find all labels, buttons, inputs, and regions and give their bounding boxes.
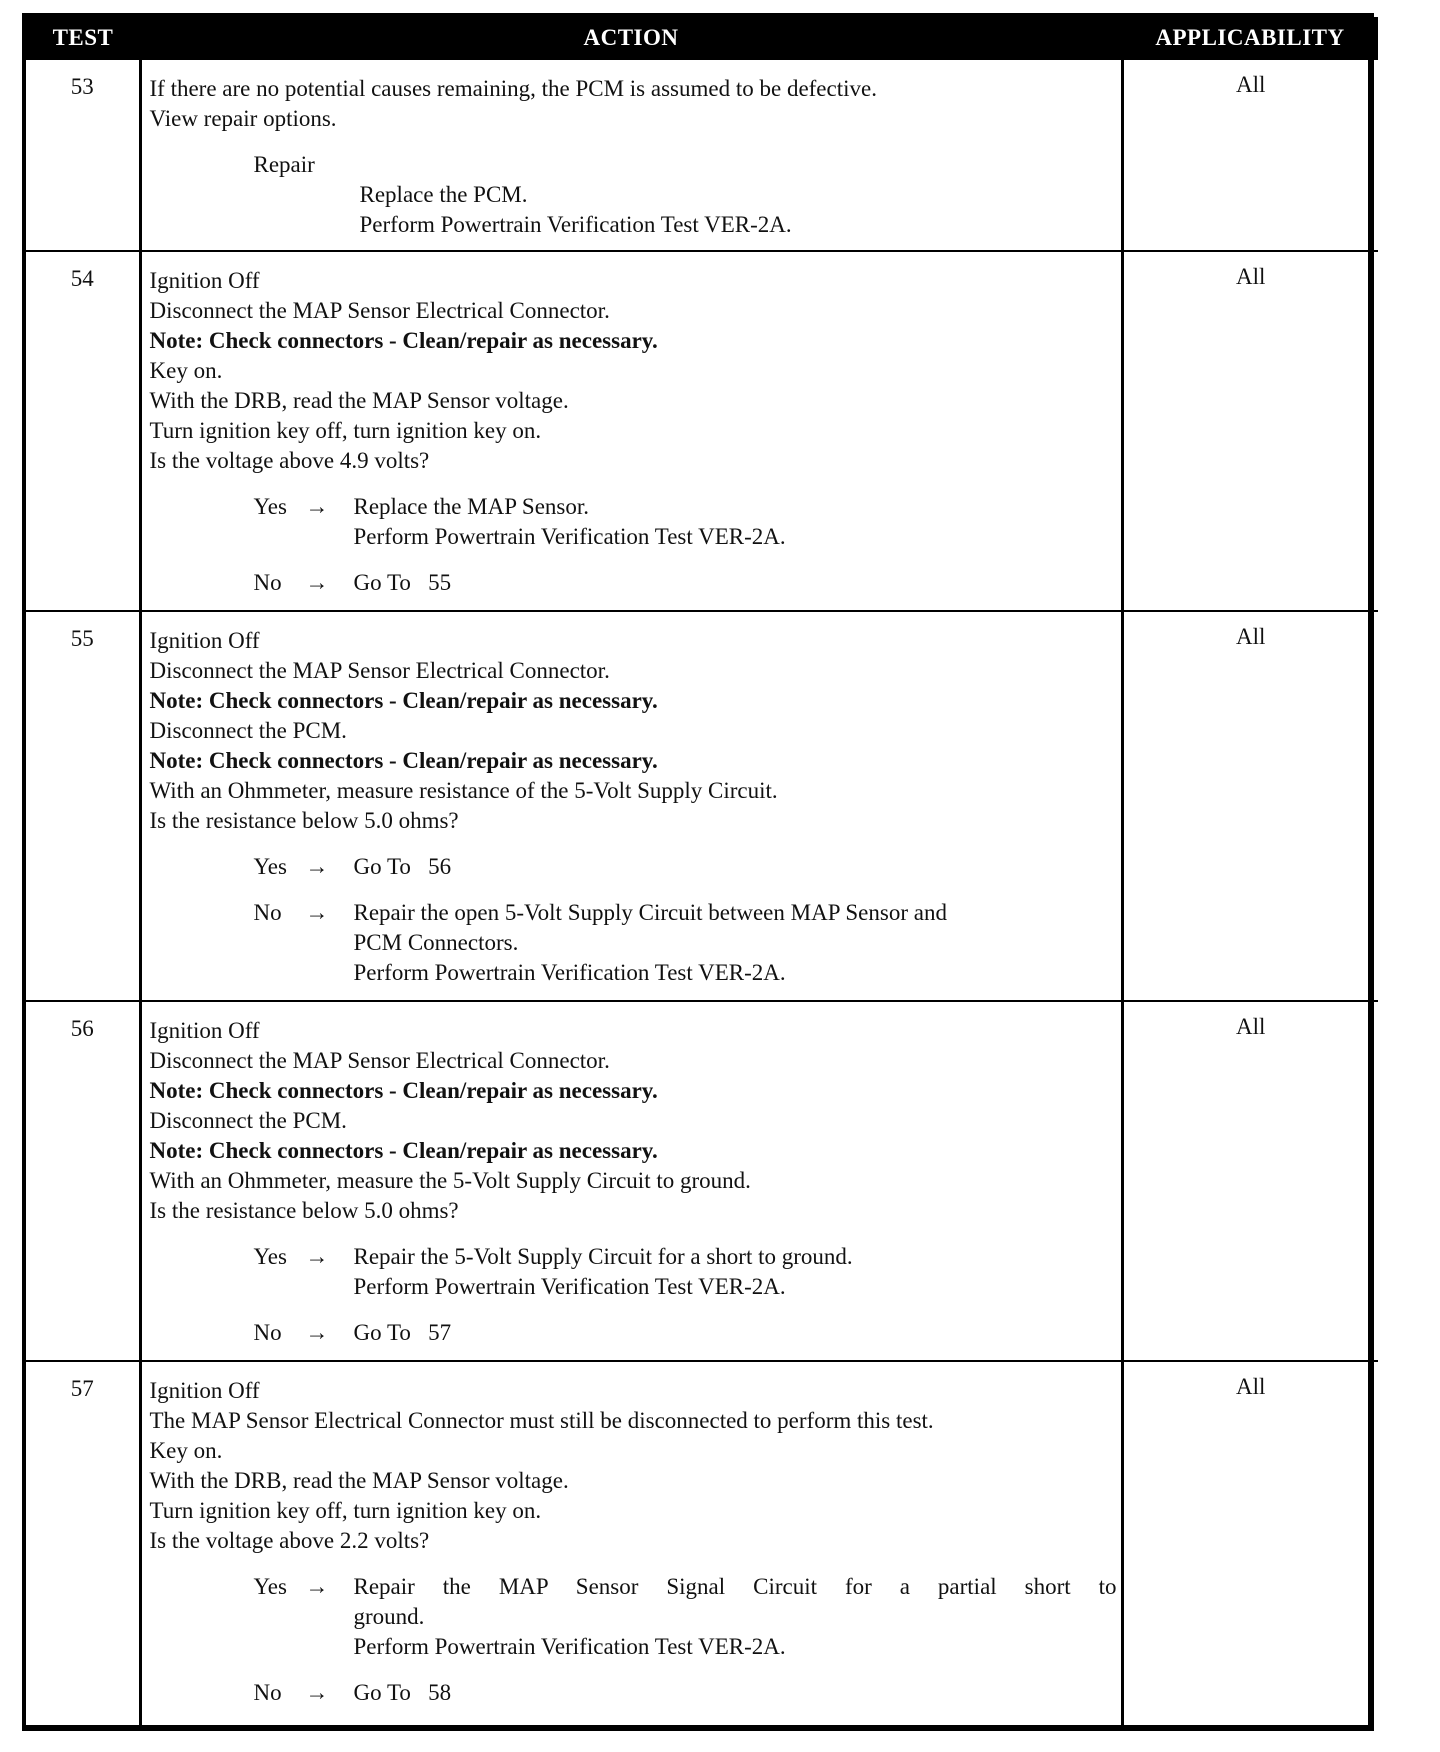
test-number: 55 bbox=[26, 611, 140, 1001]
no-result bbox=[354, 568, 1121, 598]
applicability-value: All bbox=[1122, 611, 1378, 1001]
yes-label: Yes bbox=[253, 1574, 287, 1599]
result-line: Perform Powertrain Verification Test VER-2A. bbox=[353, 960, 786, 985]
action-line: If there are no potential causes remaining, the PCM is assumed to be defective. bbox=[149, 76, 877, 101]
table-header-row bbox=[26, 17, 1378, 59]
action-cell bbox=[140, 611, 1122, 1001]
action-cell bbox=[140, 251, 1122, 611]
action-line: View repair options. bbox=[149, 106, 337, 131]
result-line: PCM Connectors. bbox=[353, 930, 519, 955]
test-number: 53 bbox=[26, 59, 140, 251]
action-line: Ignition Off bbox=[149, 628, 260, 653]
right-arrow-icon: → bbox=[305, 900, 329, 925]
action-line: Key on. bbox=[149, 358, 223, 383]
action-cell bbox=[140, 59, 1122, 251]
yes-result bbox=[354, 1242, 1121, 1302]
no-label: No bbox=[253, 1680, 282, 1705]
no-label: No bbox=[253, 900, 282, 925]
action-line: Disconnect the PCM. bbox=[149, 718, 347, 743]
repair-line: Perform Powertrain Verification Test VER-2A. bbox=[359, 212, 792, 237]
result-line: Repair the MAP Sensor Signal Circuit for a partial short to bbox=[353, 1574, 1117, 1599]
repair-block bbox=[150, 150, 1121, 240]
goto-link: Go To 57 bbox=[353, 1320, 452, 1345]
action-line: With an Ohmmeter, measure resistance of the 5-Volt Supply Circuit. bbox=[149, 778, 778, 803]
result-line: Repair the 5-Volt Supply Circuit for a short to ground. bbox=[353, 1244, 853, 1269]
yes-result bbox=[354, 1572, 1121, 1662]
yes-outcome bbox=[150, 852, 1121, 882]
yes-result bbox=[354, 492, 1121, 552]
applicability-value: All bbox=[1122, 1361, 1378, 1725]
action-line: Ignition Off bbox=[149, 1018, 260, 1043]
right-arrow-icon: → bbox=[305, 854, 329, 879]
action-line: With the DRB, read the MAP Sensor voltage. bbox=[149, 388, 569, 413]
yes-label: Yes bbox=[253, 854, 287, 879]
yes-label: Yes bbox=[253, 1244, 287, 1269]
goto-link: Go To 55 bbox=[353, 570, 452, 595]
table-row bbox=[26, 1001, 1378, 1361]
action-line: Disconnect the MAP Sensor Electrical Connector. bbox=[149, 298, 610, 323]
action-line: Key on. bbox=[149, 1438, 223, 1463]
yes-result bbox=[354, 852, 1121, 882]
applicability-value: All bbox=[1122, 251, 1378, 611]
action-line: The MAP Sensor Electrical Connector must still be disconnected to perform this test. bbox=[149, 1408, 934, 1433]
action-note: Note: Check connectors - Clean/repair as necessary. bbox=[149, 748, 658, 773]
goto-link: Go To 56 bbox=[353, 854, 452, 879]
header-action: ACTION bbox=[583, 24, 679, 50]
result-line: Replace the MAP Sensor. bbox=[353, 494, 590, 519]
applicability-value: All bbox=[1122, 59, 1378, 251]
action-line: Ignition Off bbox=[149, 1378, 260, 1403]
action-line: Disconnect the MAP Sensor Electrical Connector. bbox=[149, 658, 610, 683]
action-line: With an Ohmmeter, measure the 5-Volt Supply Circuit to ground. bbox=[149, 1168, 751, 1193]
right-arrow-icon: → bbox=[305, 570, 329, 595]
action-note: Note: Check connectors - Clean/repair as necessary. bbox=[149, 1138, 658, 1163]
yes-label: Yes bbox=[253, 494, 287, 519]
no-outcome bbox=[150, 1678, 1121, 1708]
result-line: Repair the open 5-Volt Supply Circuit between MAP Sensor and bbox=[353, 900, 947, 925]
result-line: Perform Powertrain Verification Test VER-2A. bbox=[353, 1274, 786, 1299]
result-line: ground. bbox=[353, 1604, 425, 1629]
test-number: 56 bbox=[26, 1001, 140, 1361]
no-result bbox=[354, 1318, 1121, 1348]
test-number: 57 bbox=[26, 1361, 140, 1725]
action-line: Ignition Off bbox=[149, 268, 260, 293]
table-row bbox=[26, 59, 1378, 251]
no-result bbox=[354, 898, 1121, 988]
no-outcome bbox=[150, 1318, 1121, 1348]
table-row bbox=[26, 251, 1378, 611]
diagnostic-test-table bbox=[22, 13, 1374, 1731]
action-line: Is the voltage above 2.2 volts? bbox=[149, 1528, 430, 1553]
yes-outcome bbox=[150, 1242, 1121, 1302]
result-line: Perform Powertrain Verification Test VER-2A. bbox=[353, 1634, 786, 1659]
yes-outcome bbox=[150, 1572, 1121, 1662]
action-cell bbox=[140, 1361, 1122, 1725]
no-label: No bbox=[253, 1320, 282, 1345]
right-arrow-icon: → bbox=[305, 1680, 329, 1705]
action-note: Note: Check connectors - Clean/repair as necessary. bbox=[149, 328, 658, 353]
header-applicability: APPLICABILITY bbox=[1155, 24, 1345, 50]
action-line: Disconnect the PCM. bbox=[149, 1108, 347, 1133]
goto-link: Go To 58 bbox=[353, 1680, 452, 1705]
action-note: Note: Check connectors - Clean/repair as necessary. bbox=[149, 688, 658, 713]
action-line: With the DRB, read the MAP Sensor voltage. bbox=[149, 1468, 569, 1493]
action-line: Is the voltage above 4.9 volts? bbox=[149, 448, 430, 473]
action-line: Is the resistance below 5.0 ohms? bbox=[149, 1198, 459, 1223]
applicability-value: All bbox=[1122, 1001, 1378, 1361]
right-arrow-icon: → bbox=[305, 1574, 329, 1599]
action-line: Disconnect the MAP Sensor Electrical Connector. bbox=[149, 1048, 610, 1073]
action-cell bbox=[140, 1001, 1122, 1361]
header-test: TEST bbox=[52, 24, 114, 50]
right-arrow-icon: → bbox=[305, 1320, 329, 1345]
action-line: Turn ignition key off, turn ignition key on. bbox=[149, 418, 542, 443]
table-row bbox=[26, 1361, 1378, 1725]
right-arrow-icon: → bbox=[305, 1244, 329, 1269]
right-arrow-icon: → bbox=[305, 494, 329, 519]
result-line: Perform Powertrain Verification Test VER-2A. bbox=[353, 524, 786, 549]
repair-line: Replace the PCM. bbox=[359, 182, 528, 207]
repair-label: Repair bbox=[253, 152, 315, 177]
action-line: Turn ignition key off, turn ignition key on. bbox=[149, 1498, 542, 1523]
table-row bbox=[26, 611, 1378, 1001]
action-note: Note: Check connectors - Clean/repair as necessary. bbox=[149, 1078, 658, 1103]
no-outcome bbox=[150, 568, 1121, 598]
test-number: 54 bbox=[26, 251, 140, 611]
test-table bbox=[26, 17, 1378, 1725]
action-line: Is the resistance below 5.0 ohms? bbox=[149, 808, 459, 833]
yes-outcome bbox=[150, 492, 1121, 552]
no-label: No bbox=[253, 570, 282, 595]
no-result bbox=[354, 1678, 1121, 1708]
no-outcome bbox=[150, 898, 1121, 988]
